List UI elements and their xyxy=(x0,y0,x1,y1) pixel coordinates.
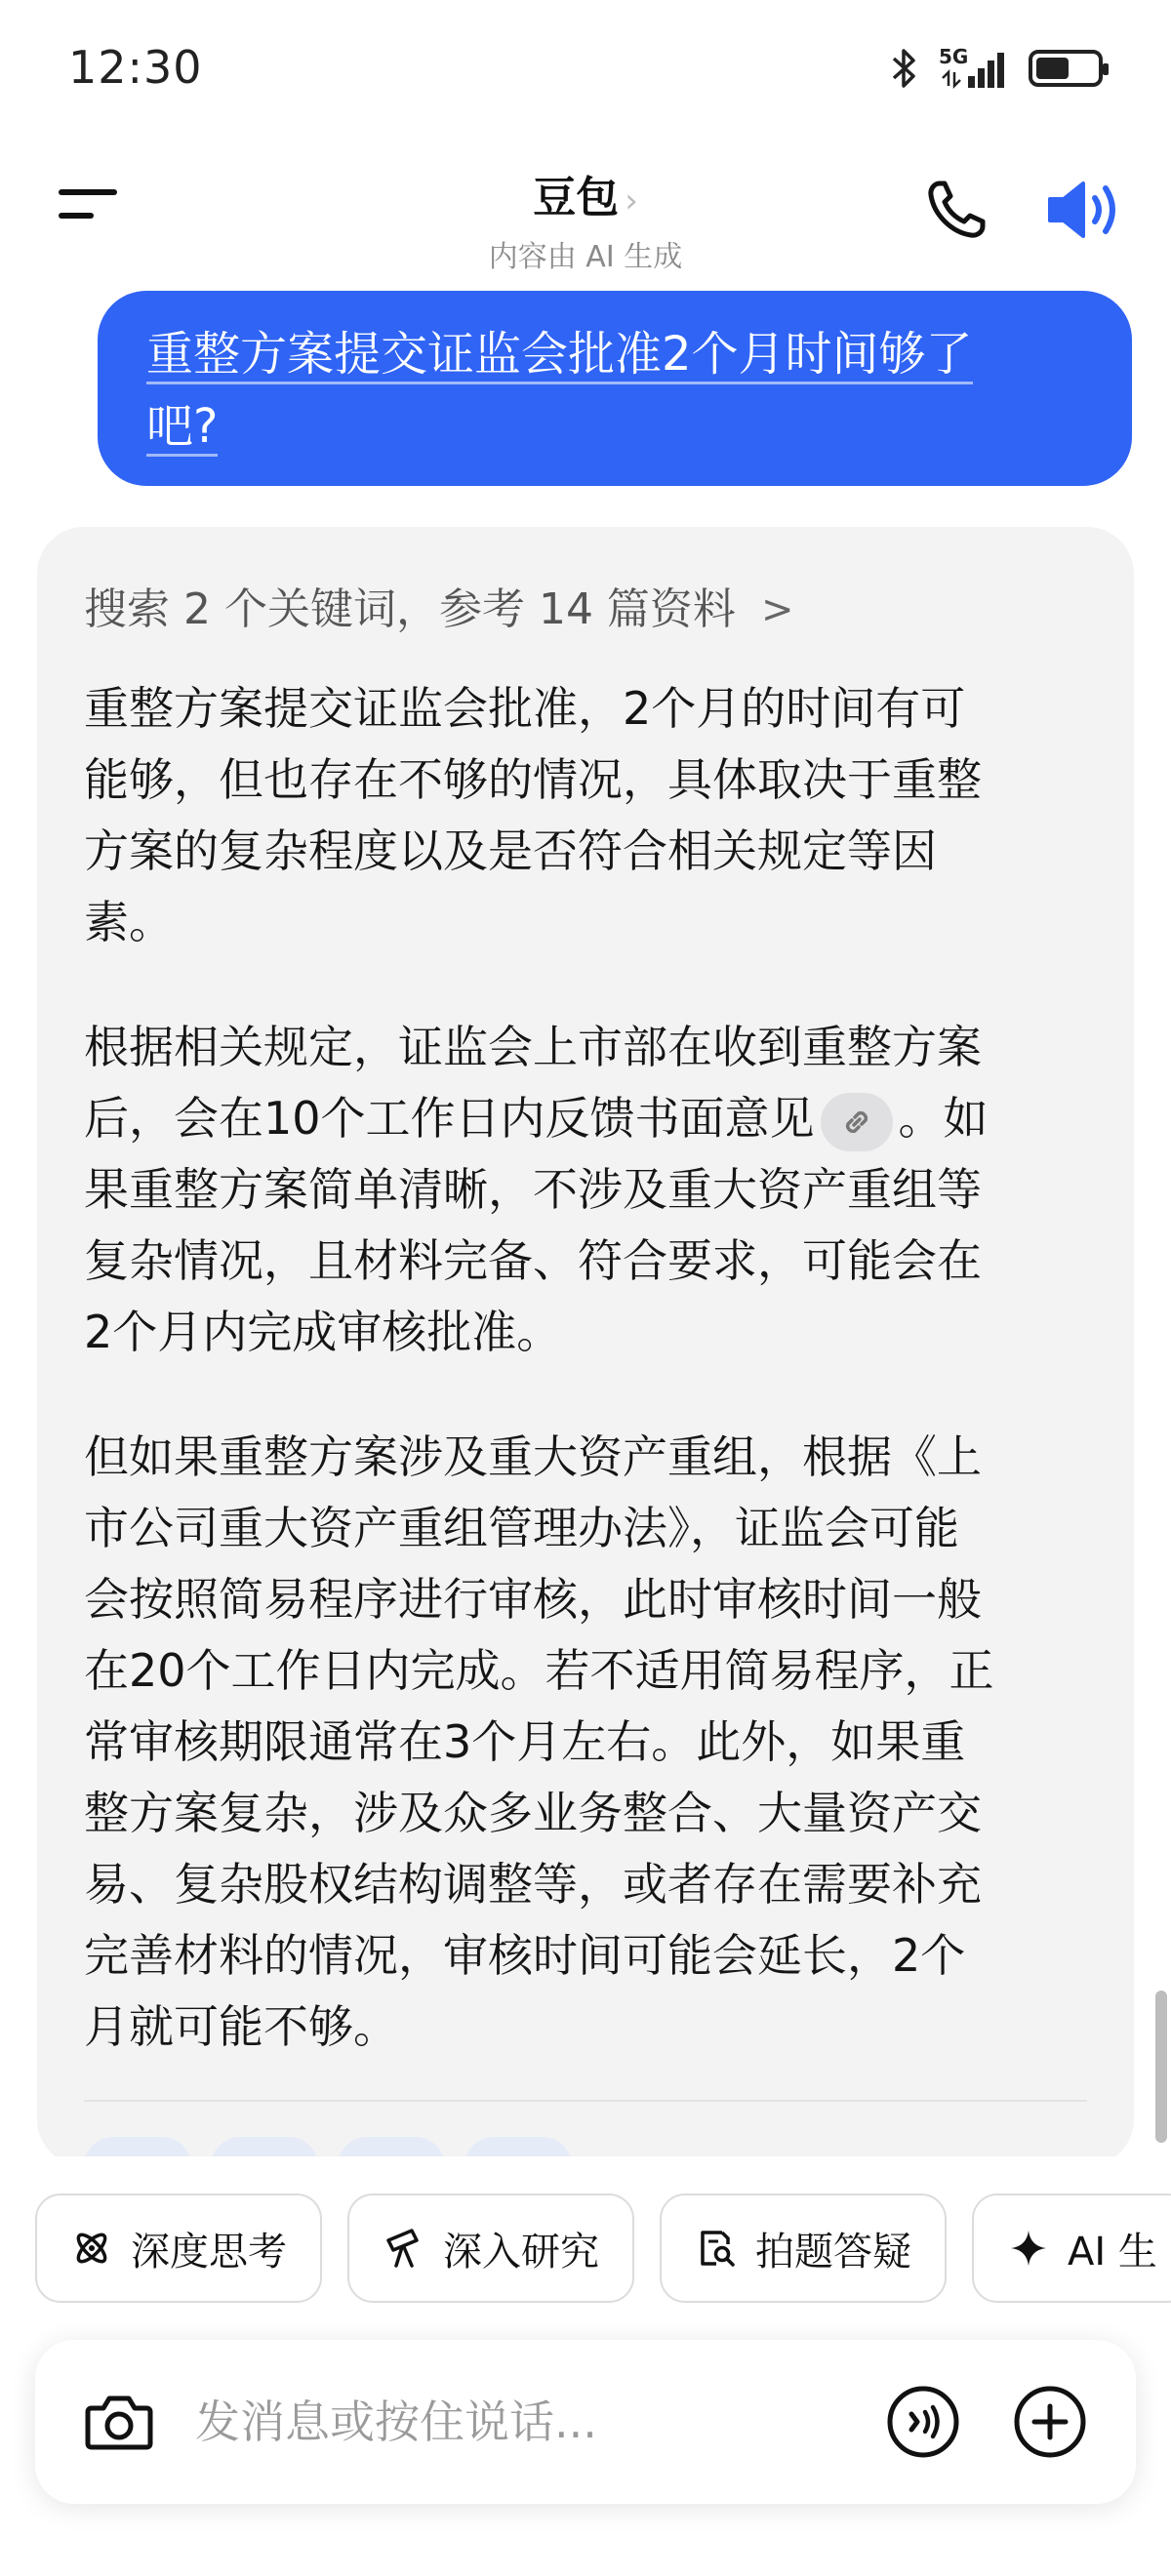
quick-action-label: 深度思考 xyxy=(131,2229,287,2274)
quick-action-ai-create[interactable] xyxy=(972,2194,1171,2303)
search-reference[interactable] xyxy=(84,566,1087,654)
quick-action-label: AI 生 xyxy=(1068,2229,1157,2274)
message-input[interactable] xyxy=(195,2379,878,2465)
battery-icon xyxy=(1029,50,1103,87)
citation-link-icon[interactable] xyxy=(821,1093,893,1151)
answer-line: 果重整方案简单清晰，不涉及重大资产重组等 xyxy=(84,1163,982,1216)
user-message-bubble[interactable] xyxy=(98,291,1132,486)
answer-line: 但如果重整方案涉及重大资产重组，根据《上 xyxy=(84,1430,982,1483)
status-bar xyxy=(0,0,1171,137)
telescope-icon xyxy=(383,2227,425,2270)
add-icon[interactable] xyxy=(1011,2383,1089,2461)
answer-line: 素。 xyxy=(84,896,174,948)
answer-line: 易、复杂股权结构调整等，或者存在需要补充 xyxy=(84,1858,982,1911)
chevron-right-icon: › xyxy=(625,181,638,221)
atom-icon xyxy=(70,2227,113,2270)
bluetooth-icon xyxy=(890,47,919,90)
title-block[interactable] xyxy=(0,162,1171,275)
answer-line: 重整方案提交证监会批准，2个月的时间有可 xyxy=(84,682,966,735)
chat-header xyxy=(0,146,1171,273)
bot-title[interactable]: 豆包 xyxy=(533,173,620,222)
quick-action-deep-research[interactable] xyxy=(347,2194,634,2303)
answer-line: 月就可能不够。 xyxy=(84,2000,398,2053)
camera-icon[interactable] xyxy=(80,2383,158,2461)
quick-action-row xyxy=(35,2194,1171,2303)
answer-paragraph xyxy=(84,1422,1087,2063)
search-reference-label: 搜索 2 个关键词，参考 14 篇资料 xyxy=(84,584,736,634)
voice-call-icon[interactable] xyxy=(884,2383,962,2461)
scrollbar[interactable] xyxy=(1155,1991,1167,2143)
quick-action-deep-think[interactable] xyxy=(35,2194,322,2303)
doc-search-icon xyxy=(695,2227,738,2270)
answer-line: 根据相关规定，证监会上市部在收到重整方案 xyxy=(84,1021,982,1073)
answer-line: 常审核期限通常在3个月左右。此外，如果重 xyxy=(84,1715,966,1768)
user-message-text xyxy=(146,318,1083,463)
answer-line: 市公司重大资产重组管理办法》，证监会可能 xyxy=(84,1502,959,1554)
answer-line: 能够，但也存在不够的情况，具体取决于重整 xyxy=(84,753,982,806)
quick-action-label: 拍题答疑 xyxy=(755,2229,911,2274)
answer-line: 整方案复杂，涉及众多业务整合、大量资产交 xyxy=(84,1787,982,1839)
user-message-line: 吧? xyxy=(146,399,218,457)
user-message-line: 重整方案提交证监会批准2个月时间够了 xyxy=(146,327,973,384)
answer-paragraph xyxy=(84,673,1087,958)
bottom-composer xyxy=(0,2156,1171,2576)
answer-line: 会按照简易程序进行审核，此时审核时间一般 xyxy=(84,1573,982,1626)
answer-line: 后，会在10个工作日内反馈书面意见 xyxy=(84,1092,815,1145)
answer-line: 2个月内完成审核批准。 xyxy=(84,1306,562,1358)
quick-action-label: 深入研究 xyxy=(443,2229,599,2274)
signal-icon xyxy=(939,47,1009,90)
quick-action-photo-solve[interactable] xyxy=(660,2194,947,2303)
ai-answer-card xyxy=(37,527,1134,2166)
answer-line: 复杂情况，且材料完备、符合要求，可能会在 xyxy=(84,1234,982,1287)
phone-icon[interactable] xyxy=(922,176,990,244)
network-label: 5G xyxy=(939,45,969,68)
battery-level xyxy=(1036,58,1069,79)
answer-line: 。如 xyxy=(898,1092,989,1145)
speaker-icon[interactable] xyxy=(1044,174,1122,246)
ai-disclaimer: 内容由 AI 生成 xyxy=(488,240,683,274)
answer-line: 完善材料的情况，审核时间可能会延长，2个 xyxy=(84,1929,966,1982)
status-time: 12:30 xyxy=(68,41,203,94)
answer-line: 方案的复杂程度以及是否符合相关规定等因 xyxy=(84,825,937,877)
answer-line: 在20个工作日内完成。若不适用简易程序，正 xyxy=(84,1644,994,1697)
status-icons xyxy=(890,47,1103,90)
message-input-bar xyxy=(35,2340,1136,2504)
divider xyxy=(84,2100,1087,2102)
chevron-right-icon: > xyxy=(760,587,794,632)
answer-paragraph xyxy=(84,1012,1087,1368)
sparkle-icon xyxy=(1007,2227,1050,2270)
